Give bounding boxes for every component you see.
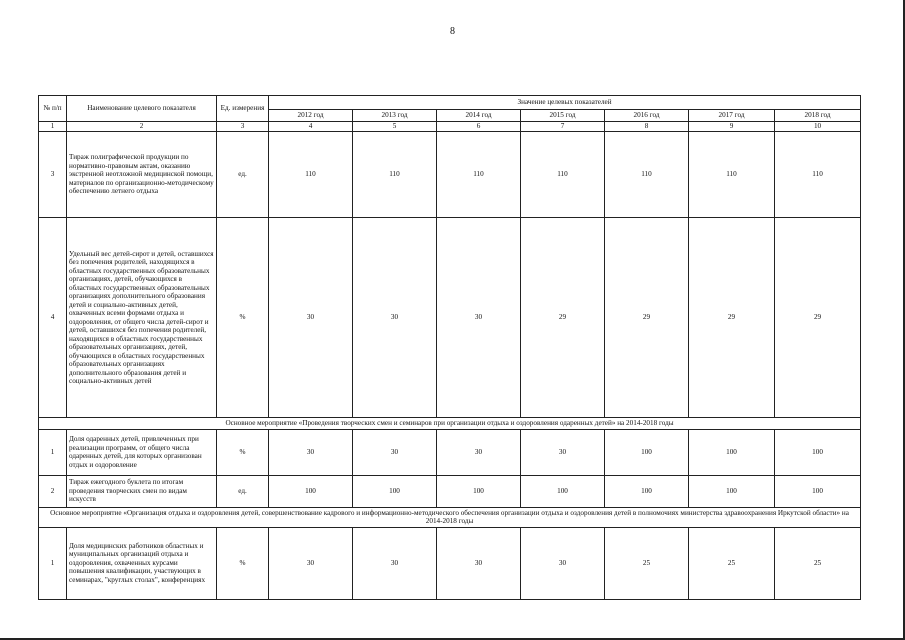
row-num: 1 bbox=[39, 527, 67, 599]
header-unit: Ед. измерения bbox=[217, 96, 269, 122]
section-heading-row bbox=[39, 507, 861, 527]
column-index: 3 bbox=[217, 122, 269, 132]
table-row bbox=[39, 132, 861, 218]
row-value: 100 bbox=[775, 429, 861, 475]
header-year: 2012 год bbox=[269, 110, 353, 122]
row-name: Тираж ежегодного буклета по итогам проведения творческих смен по видам искусств bbox=[67, 475, 217, 507]
row-value: 30 bbox=[521, 527, 605, 599]
header-name: Наименование целевого показателя bbox=[67, 96, 217, 122]
row-unit: ед. bbox=[217, 132, 269, 218]
row-value: 100 bbox=[521, 475, 605, 507]
row-name: Доля одаренных детей, привлеченных при реализации программ, от общего числа одаренных детей, для которых организован отдых и оздоровление bbox=[67, 429, 217, 475]
section-heading-row bbox=[39, 418, 861, 429]
row-value: 110 bbox=[689, 132, 775, 218]
header-num: № п/п bbox=[39, 96, 67, 122]
row-value: 100 bbox=[689, 429, 775, 475]
row-value: 100 bbox=[437, 475, 521, 507]
row-value: 29 bbox=[521, 218, 605, 418]
row-unit: ед. bbox=[217, 475, 269, 507]
row-name: Доля медицинских работников областных и муниципальных организаций отдыха и оздоровления, охваченных курсами повышения квалификации, участвующих в семинарах, "круглых столах", конференциях bbox=[67, 527, 217, 599]
row-name: Тираж полиграфической продукции по нормативно-правовым актам, оказанию экстренной неотложной медицинской помощи, материалов по организационно-методическому обеспечению летнего отдыха bbox=[67, 132, 217, 218]
table-row bbox=[39, 527, 861, 599]
row-value: 29 bbox=[689, 218, 775, 418]
row-value: 30 bbox=[437, 218, 521, 418]
header-values-group: Значение целевых показателей bbox=[269, 96, 861, 110]
column-index: 2 bbox=[67, 122, 217, 132]
section-heading: Основное мероприятие «Организация отдыха и оздоровления детей, совершенствование кадрового и информационно-методического обеспечения организации отдыха и оздоровления детей в полномочиях министерства здравоохранения Иркутской области» на 2014-2018 годы bbox=[39, 507, 861, 527]
header-year: 2015 год bbox=[521, 110, 605, 122]
row-value: 100 bbox=[689, 475, 775, 507]
row-num: 3 bbox=[39, 132, 67, 218]
column-index-row bbox=[39, 122, 861, 132]
column-index: 7 bbox=[521, 122, 605, 132]
row-num: 1 bbox=[39, 429, 67, 475]
row-unit: % bbox=[217, 218, 269, 418]
row-value: 30 bbox=[437, 527, 521, 599]
row-value: 30 bbox=[269, 527, 353, 599]
row-value: 110 bbox=[521, 132, 605, 218]
row-value: 25 bbox=[689, 527, 775, 599]
column-index: 8 bbox=[605, 122, 689, 132]
row-value: 29 bbox=[775, 218, 861, 418]
header-year: 2018 год bbox=[775, 110, 861, 122]
row-value: 110 bbox=[605, 132, 689, 218]
section-heading: Основное мероприятие «Проведения творческих смен и семинаров при организации отдыха и оздоровления одаренных детей» на 2014-2018 годы bbox=[39, 418, 861, 429]
row-num: 2 bbox=[39, 475, 67, 507]
row-value: 29 bbox=[605, 218, 689, 418]
column-index: 5 bbox=[353, 122, 437, 132]
row-value: 30 bbox=[269, 429, 353, 475]
row-value: 100 bbox=[605, 429, 689, 475]
row-value: 100 bbox=[269, 475, 353, 507]
row-value: 25 bbox=[605, 527, 689, 599]
row-value: 30 bbox=[437, 429, 521, 475]
row-unit: % bbox=[217, 429, 269, 475]
row-value: 30 bbox=[353, 429, 437, 475]
row-value: 100 bbox=[605, 475, 689, 507]
table-row bbox=[39, 429, 861, 475]
row-value: 30 bbox=[521, 429, 605, 475]
row-value: 100 bbox=[775, 475, 861, 507]
row-name: Удельный вес детей-сирот и детей, оставшихся без попечения родителей, находящихся в областных государственных образовательных организациях, детей, обучающихся в областных государственных образовательных организациях дополнительного образования детей и социально-активных детей, охваченных всеми формами отдыха и оздоровления, от общего числа детей-сирот и детей, оставшихся без попечения родителей, находящихся в областных государственных образовательных организациях, детей, обучающихся в областных государственных образовательных организациях дополнительного образования детей и социально-активных детей bbox=[67, 218, 217, 418]
column-index: 1 bbox=[39, 122, 67, 132]
column-index: 10 bbox=[775, 122, 861, 132]
row-value: 30 bbox=[353, 218, 437, 418]
header-year: 2013 год bbox=[353, 110, 437, 122]
table-row bbox=[39, 475, 861, 507]
row-value: 110 bbox=[353, 132, 437, 218]
row-value: 110 bbox=[775, 132, 861, 218]
column-index: 9 bbox=[689, 122, 775, 132]
row-value: 25 bbox=[775, 527, 861, 599]
row-value: 30 bbox=[269, 218, 353, 418]
header-year: 2016 год bbox=[605, 110, 689, 122]
row-value: 110 bbox=[437, 132, 521, 218]
header-year: 2017 год bbox=[689, 110, 775, 122]
header-year: 2014 год bbox=[437, 110, 521, 122]
row-unit: % bbox=[217, 527, 269, 599]
indicators-table bbox=[38, 95, 861, 600]
column-index: 6 bbox=[437, 122, 521, 132]
column-index: 4 bbox=[269, 122, 353, 132]
row-value: 30 bbox=[353, 527, 437, 599]
row-value: 110 bbox=[269, 132, 353, 218]
row-value: 100 bbox=[353, 475, 437, 507]
header-row bbox=[39, 96, 861, 110]
page-number: 8 bbox=[450, 26, 455, 37]
table-row bbox=[39, 218, 861, 418]
row-num: 4 bbox=[39, 218, 67, 418]
